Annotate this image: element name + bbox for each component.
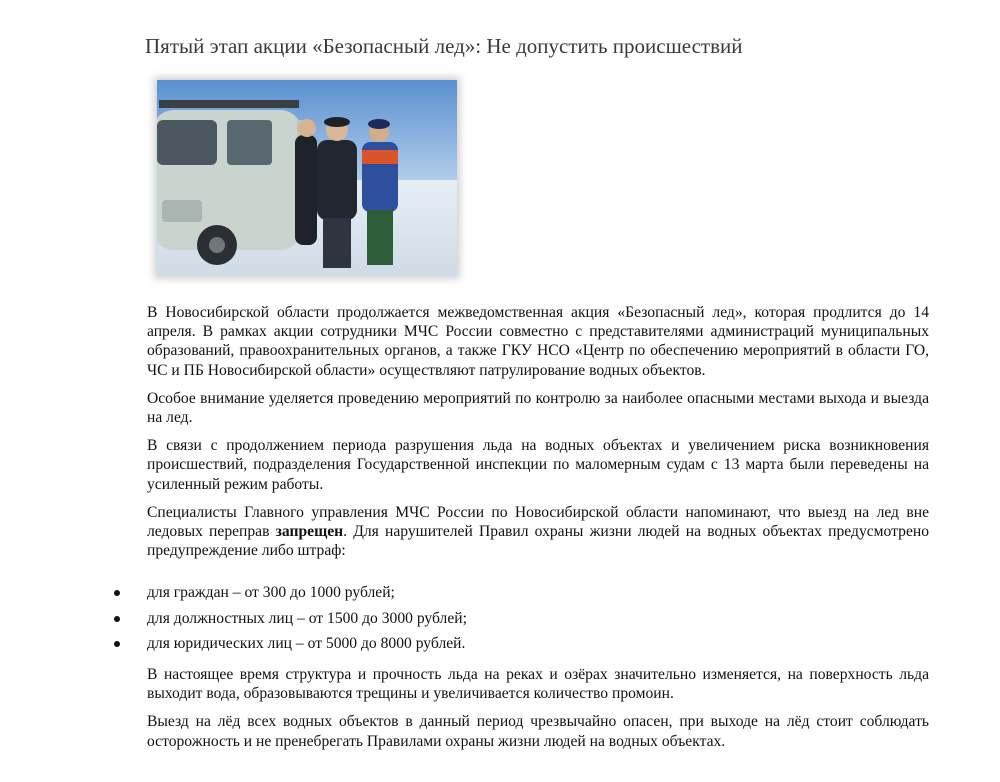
warning-bold: запрещен: [275, 523, 344, 541]
list-item-text: для граждан – от 300 до 1000 рублей;: [147, 584, 395, 601]
bullet-icon: [114, 641, 120, 647]
list-item-text: для должностных лиц – от 1500 до 3000 рублей;: [147, 609, 467, 627]
list-item: [110, 634, 910, 660]
van-shape: [157, 100, 311, 265]
page-title: Пятый этап акции «Безопасный лед»: Не допустить происшествий: [145, 34, 743, 58]
list-item-text: для юридических лиц – от 5000 до 8000 рублей.: [147, 635, 466, 652]
list-item: [110, 583, 910, 609]
fines-list: [110, 583, 910, 660]
officer-1: [295, 119, 317, 245]
article-closing: [147, 665, 929, 760]
bullet-icon: [114, 616, 120, 622]
bullet-icon: [114, 590, 120, 596]
article-body: [147, 303, 929, 569]
paragraph: В связи с продолжением периода разрушения льда на водных объектах и увеличением риска возникновения происшествий, подразделения Государственной инспекции по маломерным судам с 13 марта были переведены на усиленный режим работы.: [147, 437, 929, 493]
paragraph: Выезд на лёд всех водных объектов в данный период чрезвычайно опасен, при выходе на лёд стоит соблюдать осторожность и не пренебрегать Правилами охраны жизни людей на водных объектах.: [147, 713, 929, 750]
paragraph: Особое внимание уделяется проведению мероприятий по контролю за наиболее опасными местами выхода и выезда на лед.: [147, 389, 929, 427]
warning-text-before: Специалисты Главного управления МЧС России по Новосибирской области напоминают, что выезд на лед вне ледовых переправ: [147, 503, 929, 541]
patrol-photo: [157, 80, 457, 276]
paragraph: В настоящее время структура и прочность льда на реках и озёрах значительно изменяется, на поверхность льда выходит вода, образовываются трещины и увеличивается количество промоин.: [147, 666, 929, 703]
paragraph: В Новосибирской области продолжается межведомственная акция «Безопасный лед», которая продлится до 14 апреля. В рамках акции сотрудники МЧС России совместно с представителями администраций муниципальных образований, правоохранительных органов, а также ГКУ НСО «Центр по обеспечению мероприятий в области ГО, ЧС и ПБ Новосибирской области» осуществляют патрулирование водных объектов.: [147, 304, 929, 379]
warning-paragraph: [147, 503, 929, 561]
warning-text-after: . Для нарушителей Правил охраны жизни людей на водных объектах предусмотрено предупреждение либо штраф:: [147, 523, 930, 560]
list-item: [110, 609, 910, 635]
photo-illustration: [157, 80, 457, 276]
